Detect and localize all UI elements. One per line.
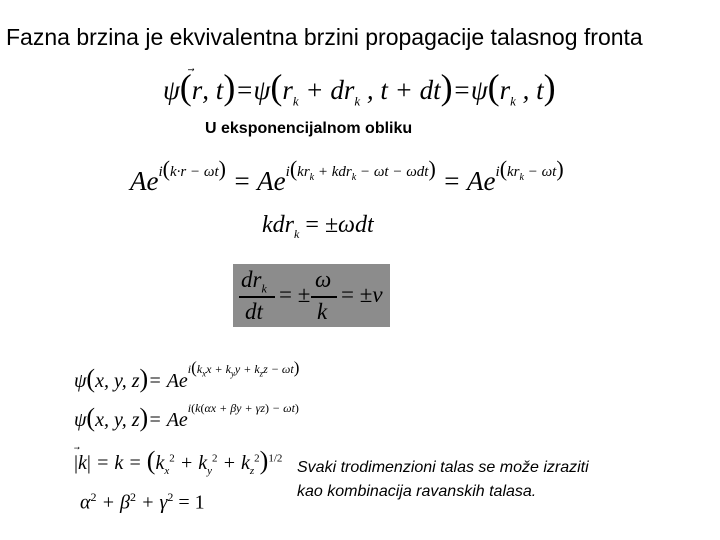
note-line-1: Svaki trodimenzioni talas se može izraziti <box>297 459 589 476</box>
equation-wave-vector-magnitude: $|k| = k = (k_x^2 + k_y^2 + k_z^2)^{1/2}$ <box>74 446 283 477</box>
equation-differential-relation: kdr$_k$ = ±ωdt <box>262 212 374 241</box>
slide-title: Fazna brzina je ekvivalentna brzini propagacije talasnog fronta <box>6 24 643 50</box>
equation-exponential-form: $Ae^{i(k\cdot r - \omega t)} = Ae^{i(kr_k + kdr_k - \omega t - \omega dt)} = Ae^{i(kr_k - \omega t)}$ <box>130 156 564 196</box>
equation-phase-invariance: ψ(r, $t)=\psi(r_k + dr_k$ , $t + dt)=\psi(r_k$ , t) <box>163 67 556 109</box>
equation-phase-velocity-box: $dr_k$ dt = ± ω k = ±v <box>233 264 390 327</box>
note-line-2: kao kombinacija ravanskih talasa. <box>297 483 537 500</box>
plane-wave-note <box>297 456 589 504</box>
equation-3d-wave-direction-cosines: ψ(x, y, $z)= Ae^{i(k(\alpha x + \beta y + \gamma z) - \omega t)}$ <box>74 401 299 432</box>
equation-3d-wave-components: ψ(x, y, $z)= Ae^{i(k_xx + k_yy + k_zz - \omega t)}$ <box>74 358 300 393</box>
exponential-form-label: U eksponencijalnom obliku <box>205 120 413 137</box>
equation-direction-cosines-sum: $\alpha^2 + \beta^2 + \gamma^2 = 1$ <box>80 490 205 514</box>
